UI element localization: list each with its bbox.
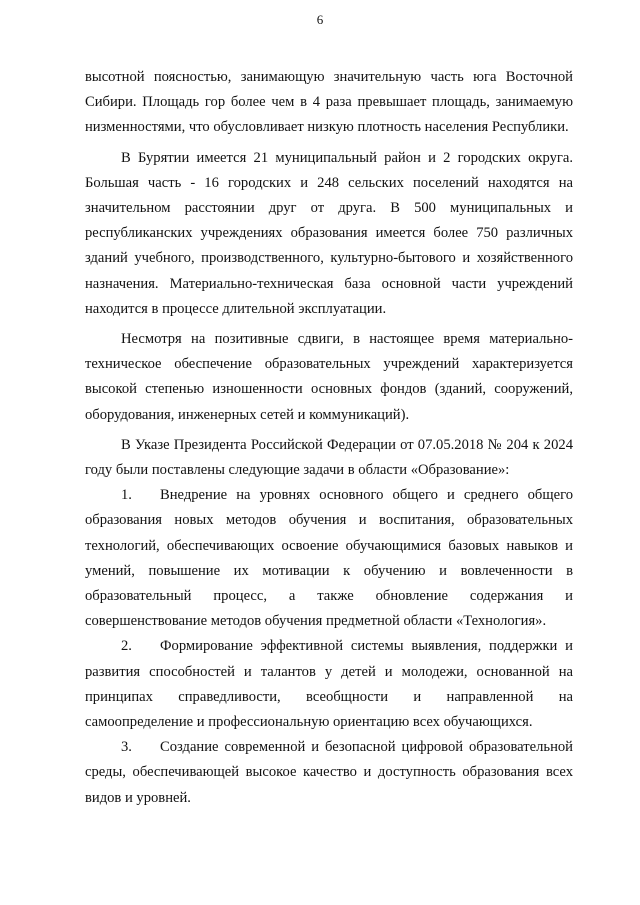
task-text: Создание современной и безопасной цифровой образовательной среды, обеспечивающей высокое качество и доступность образования всех видов и уровней. [85, 739, 573, 806]
paragraph-material-base: Несмотря на позитивные сдвиги, в настоящее время материально-техническое обеспечение образовательных учреждений характеризуется высокой степенью изношенности основных фондов (зданий, сооружений, оборудования, инженерных сетей и коммуникаций). [85, 331, 573, 423]
task-number: 2. [121, 638, 132, 655]
task-item-2 [85, 634, 573, 735]
page-number: 6 [316, 12, 324, 27]
task-item-1 [85, 483, 573, 634]
paragraph-continuation: высотной поясностью, занимающую значительную часть юга Восточной Сибири. Площадь гор более чем в 4 раза превышает площадь, занимаемую низменностями, что обусловливает низкую плотность населения Республики. [85, 69, 573, 136]
paragraph-presidential-decree: В Указе Президента Российской Федерации от 07.05.2018 № 204 к 2024 году были поставлены следующие задачи в области «Образование»: [85, 436, 573, 479]
paragraph-buryatia-municipalities: В Бурятии имеется 21 муниципальный район и 2 городских округа. Большая часть - 16 городских и 248 сельских поселений находятся на значительном расстоянии друг от друга. В 500 муниципальных и республиканских учреждениях образования имеется более 750 различных зданий учебного, производственного, культурно-бытового и хозяйственного назначения. Материально-техническая база основной части учреждений находится в процессе длительной эксплуатации. [85, 149, 573, 317]
task-item-3 [85, 735, 573, 811]
task-number: 1. [121, 487, 132, 504]
task-text: Формирование эффективной системы выявления, поддержки и развития способностей и талантов у детей и молодежи, основанной на принципах справедливости, всеобщности и направленной на самоопределение и профессиональную ориентацию всех обучающихся. [85, 638, 573, 731]
task-number: 3. [121, 739, 132, 756]
document-body [85, 65, 573, 811]
task-text: Внедрение на уровнях основного общего и среднего общего образования новых методов обучения и воспитания, образовательных технологий, обеспечивающих освоение обучающимися базовых навыков и умений, повышение их мотивации к обучению и вовлеченности в образовательный процесс, а также обновление содержания и совершенствование методов обучения предметной области «Технология». [85, 487, 573, 630]
